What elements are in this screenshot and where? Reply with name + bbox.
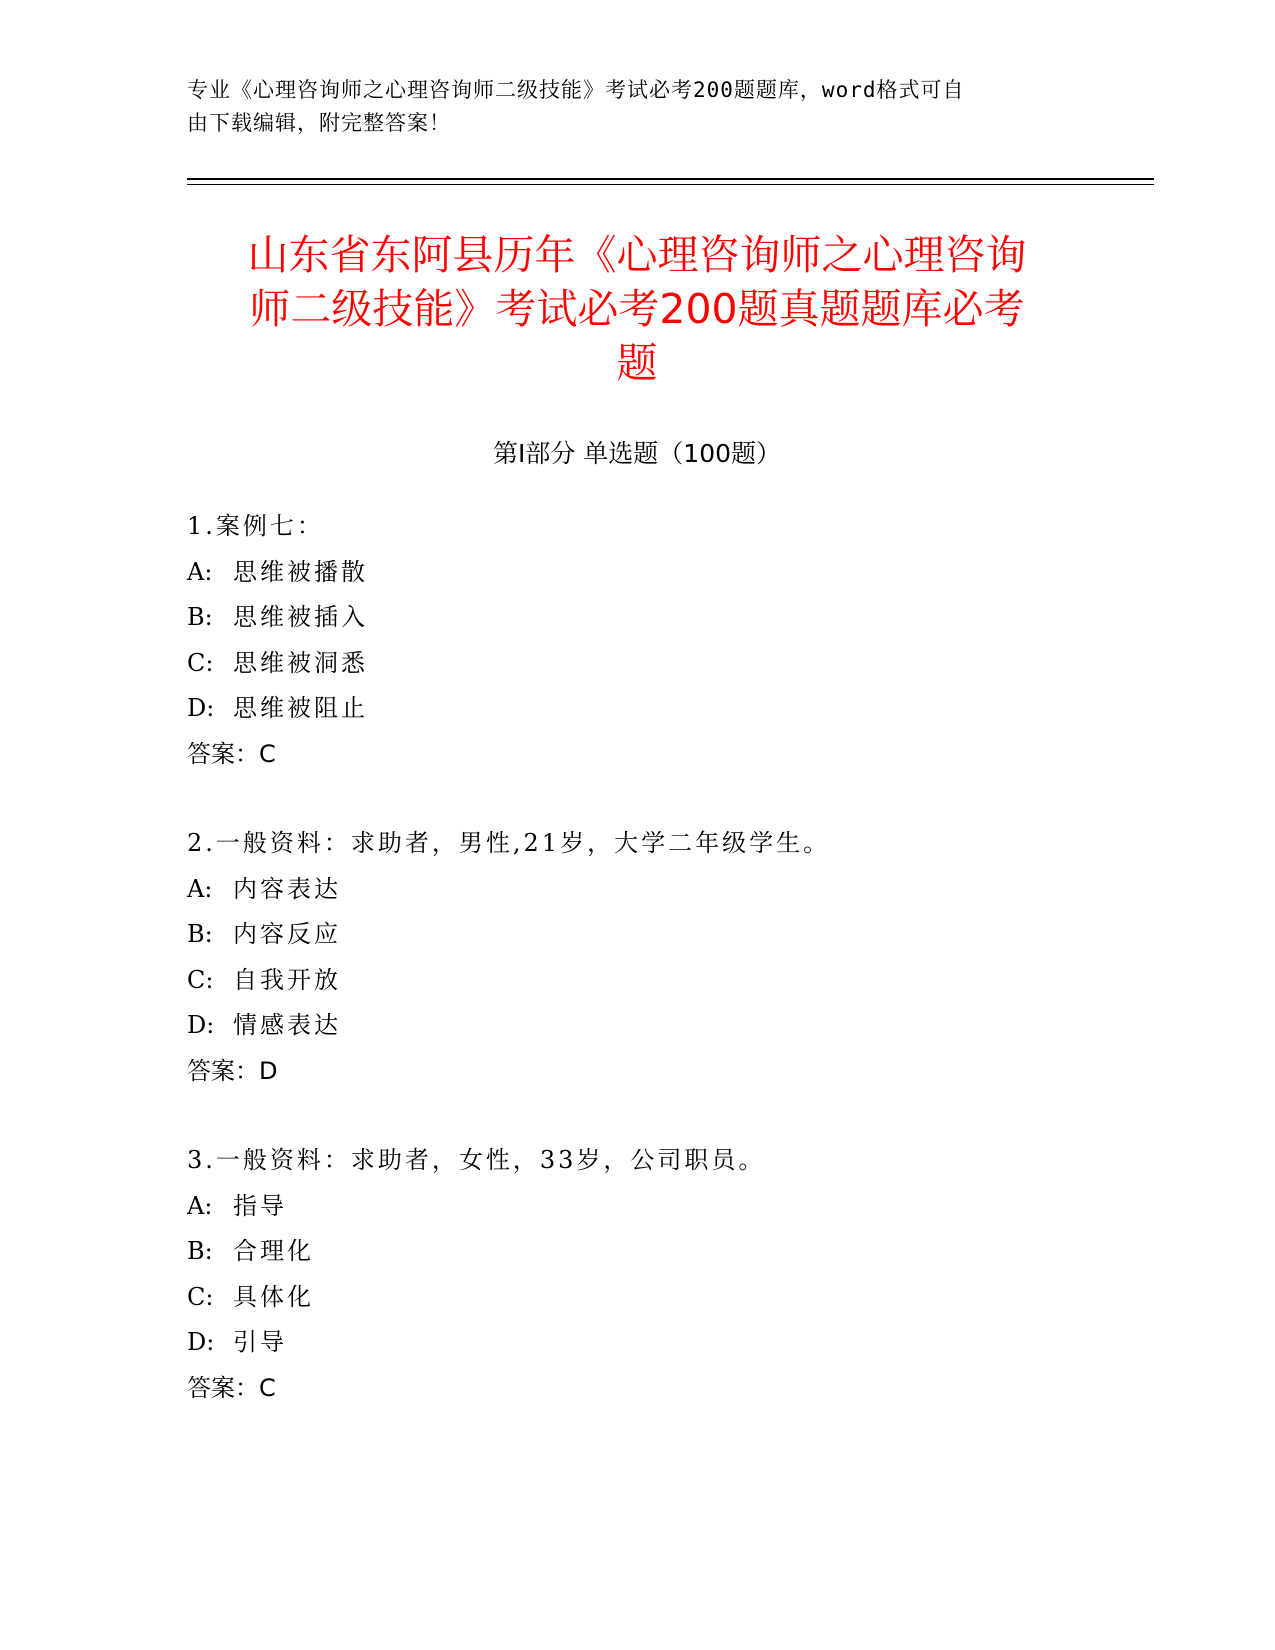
option-text: 引导 xyxy=(233,1328,287,1356)
document-title-line-3: 题 xyxy=(616,339,658,387)
option-a xyxy=(187,550,1087,596)
option-c xyxy=(187,1275,1087,1321)
section-heading: 第Ⅰ部分 单选题（100题） xyxy=(492,439,782,468)
document-title xyxy=(187,228,1087,390)
option-letter: A: xyxy=(187,557,213,586)
option-letter: A: xyxy=(187,874,213,903)
option-c xyxy=(187,641,1087,687)
option-letter: D: xyxy=(187,1011,215,1039)
option-b xyxy=(187,912,1087,958)
option-d xyxy=(187,1003,1087,1049)
option-a xyxy=(187,867,1087,913)
header-rule-thick xyxy=(187,178,1154,180)
option-text: 合理化 xyxy=(233,1237,314,1265)
question-stem: 1.案例七： xyxy=(187,512,324,540)
option-text: 思维被阻止 xyxy=(233,694,368,722)
option-letter: C: xyxy=(187,965,214,994)
option-text: 自我开放 xyxy=(233,965,341,994)
option-text: 思维被洞悉 xyxy=(233,648,368,677)
header-note xyxy=(187,74,1067,140)
option-text: 指导 xyxy=(233,1191,287,1220)
option-letter: C: xyxy=(187,648,214,677)
answer-line: 答案：C xyxy=(187,1373,276,1402)
option-text: 具体化 xyxy=(233,1282,314,1311)
option-text: 思维被播散 xyxy=(233,557,368,586)
header-note-line-1: 专业《心理咨询师之心理咨询师二级技能》考试必考200题题库，word格式可自 xyxy=(187,78,965,102)
option-text: 内容反应 xyxy=(233,920,341,948)
option-letter: B: xyxy=(187,603,213,631)
question-3 xyxy=(187,1138,1087,1411)
option-letter: D: xyxy=(187,1328,215,1356)
document-title-line-2: 师二级技能》考试必考200题真题题库必考 xyxy=(249,285,1025,333)
document-title-line-1: 山东省东阿县历年《心理咨询师之心理咨询 xyxy=(247,231,1027,279)
option-text: 内容表达 xyxy=(233,874,341,903)
option-text: 情感表达 xyxy=(233,1011,341,1039)
answer-line: 答案：C xyxy=(187,739,276,768)
header-note-line-2: 由下载编辑，附完整答案！ xyxy=(187,111,451,135)
option-letter: A: xyxy=(187,1191,213,1220)
option-letter: C: xyxy=(187,1282,214,1311)
option-b xyxy=(187,595,1087,641)
option-letter: D: xyxy=(187,694,215,722)
question-1 xyxy=(187,504,1087,777)
option-letter: B: xyxy=(187,920,213,948)
option-d xyxy=(187,1320,1087,1366)
option-d xyxy=(187,686,1087,732)
question-stem: 3.一般资料：求助者，女性，33岁，公司职员。 xyxy=(187,1146,766,1174)
option-text: 思维被插入 xyxy=(233,603,368,631)
option-b xyxy=(187,1229,1087,1275)
header-rule-thin xyxy=(187,184,1154,185)
option-a xyxy=(187,1184,1087,1230)
option-letter: B: xyxy=(187,1237,213,1265)
question-stem: 2.一般资料：求助者，男性,21岁，大学二年级学生。 xyxy=(187,829,831,857)
question-2 xyxy=(187,821,1087,1094)
answer-line: 答案：D xyxy=(187,1056,278,1085)
option-c xyxy=(187,958,1087,1004)
